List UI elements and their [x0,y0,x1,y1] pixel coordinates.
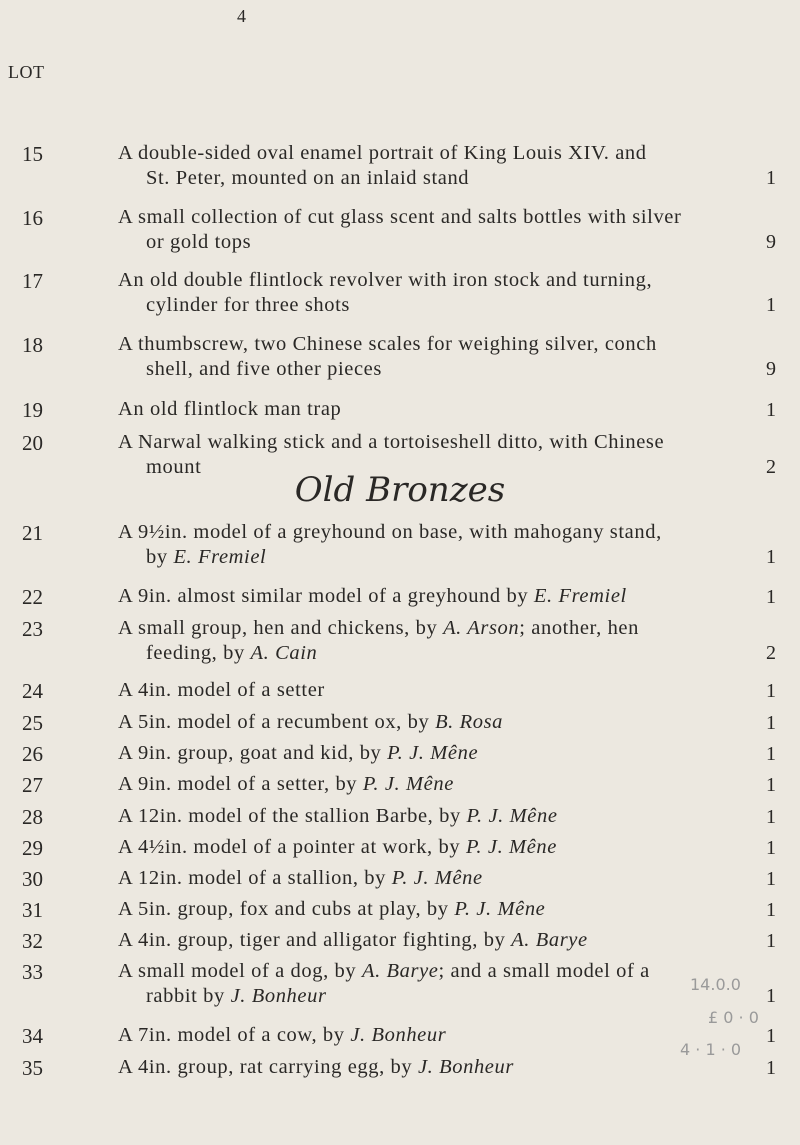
artist-name: P. J. Mêne [466,805,558,827]
artist-name: P. J. Mêne [391,867,483,889]
lot-number: 33 [22,960,43,984]
lot-number: 28 [22,805,43,829]
pencil-annotation: 4 · 1 · 0 [680,1040,742,1059]
lot-description: A small group, hen and chickens, by A. Arson; another, hen feeding, by A. Cain [118,617,639,664]
lot-number: 26 [22,742,43,766]
artist-name: J. Bonheur [350,1024,447,1046]
lot-quantity: 1 [766,806,776,828]
lot-quantity: 1 [766,868,776,890]
lot-description: A 9in. model of a setter, by P. J. Mêne [118,773,454,795]
lot-quantity: 1 [766,985,776,1007]
lot-quantity: 1 [766,743,776,765]
lot-quantity: 1 [766,930,776,952]
lot-number: 27 [22,773,43,797]
lot-description: A double-sided oval enamel portrait of King Louis XIV. and St. Peter, mounted on an inlaid stand [118,142,647,189]
lot-quantity: 2 [766,456,776,478]
lot-description: A 4in. group, tiger and alligator fighting, by A. Barye [118,929,588,951]
lot-number: 18 [22,333,43,357]
lot-number: 22 [22,585,43,609]
artist-name: A. Cain [250,642,318,664]
lot-description: A small collection of cut glass scent and salts bottles with silver or gold tops [118,206,682,253]
lot-description: A 5in. model of a recumbent ox, by B. Rosa [118,711,504,733]
lot-description: A thumbscrew, two Chinese scales for weighing silver, conch shell, and five other pieces [118,333,657,380]
lot-description: A 9in. group, goat and kid, by P. J. Mêne [118,742,479,764]
artist-name: E. Fremiel [173,546,267,568]
lot-description: An old flintlock man trap [118,398,342,420]
lot-quantity: 1 [766,294,776,316]
lot-number: 17 [22,269,43,293]
lot-number: 31 [22,898,43,922]
lot-number: 15 [22,142,43,166]
lot-description: A 9in. almost similar model of a greyhound by E. Fremiel [118,585,627,607]
lot-number: 16 [22,206,43,230]
section-title: Old Bronzes [294,470,506,510]
lot-description: A 7in. model of a cow, by J. Bonheur [118,1024,447,1046]
lot-number: 20 [22,431,43,455]
artist-name: P. J. Mêne [465,836,557,858]
lot-description: An old double flintlock revolver with iron stock and turning, cylinder for three shots [118,269,653,316]
pencil-annotation: £ 0 · 0 [708,1008,759,1027]
lot-description: A small model of a dog, by A. Barye; and a small model of a rabbit by J. Bonheur [118,960,650,1007]
lot-number: 35 [22,1056,43,1080]
lot-number: 25 [22,711,43,735]
lot-number: 29 [22,836,43,860]
artist-name: J. Bonheur [230,985,327,1007]
lot-quantity: 1 [766,586,776,608]
lot-description: A 4in. group, rat carrying egg, by J. Bonheur [118,1056,514,1078]
lot-quantity: 1 [766,546,776,568]
lot-quantity: 1 [766,712,776,734]
artist-name: B. Rosa [435,711,504,733]
artist-name: J. Bonheur [417,1056,514,1078]
lot-quantity: 1 [766,774,776,796]
lot-description: A 4½in. model of a pointer at work, by P. J. Mêne [118,836,557,858]
artist-name: P. J. Mêne [454,898,546,920]
lot-quantity: 2 [766,642,776,664]
artist-name: P. J. Mêne [387,742,479,764]
lot-number: 34 [22,1024,43,1048]
artist-name: A. Barye [361,960,439,982]
lot-number: 21 [22,521,43,545]
pencil-annotation: 14.0.0 [690,975,741,994]
artist-name: E. Fremiel [533,585,627,607]
lot-number: 30 [22,867,43,891]
lot-quantity: 1 [766,837,776,859]
lot-quantity: 1 [766,1057,776,1079]
lot-quantity: 1 [766,399,776,421]
lot-description: A 12in. model of the stallion Barbe, by P. J. Mêne [118,805,558,827]
lot-quantity: 1 [766,899,776,921]
lot-description: A 5in. group, fox and cubs at play, by P. J. Mêne [118,898,546,920]
lot-quantity: 9 [766,358,776,380]
artist-name: P. J. Mêne [362,773,454,795]
lot-number: 24 [22,679,43,703]
lot-quantity: 1 [766,1025,776,1047]
lot-quantity: 1 [766,167,776,189]
lot-description: A Narwal walking stick and a tortoiseshell ditto, with Chinese mount [118,431,665,478]
artist-name: A. Barye [511,929,588,951]
lot-description: A 4in. model of a setter [118,679,325,701]
lot-number: 19 [22,398,43,422]
lot-column-header: LOT [8,62,45,82]
lot-number: 23 [22,617,43,641]
lot-quantity: 1 [766,680,776,702]
page-number: 4 [237,6,246,26]
lot-description: A 12in. model of a stallion, by P. J. Mêne [118,867,483,889]
lot-description: A 9½in. model of a greyhound on base, with mahogany stand, by E. Fremiel [118,521,662,568]
lot-quantity: 9 [766,231,776,253]
lot-number: 32 [22,929,43,953]
artist-name: A. Arson [443,617,520,639]
